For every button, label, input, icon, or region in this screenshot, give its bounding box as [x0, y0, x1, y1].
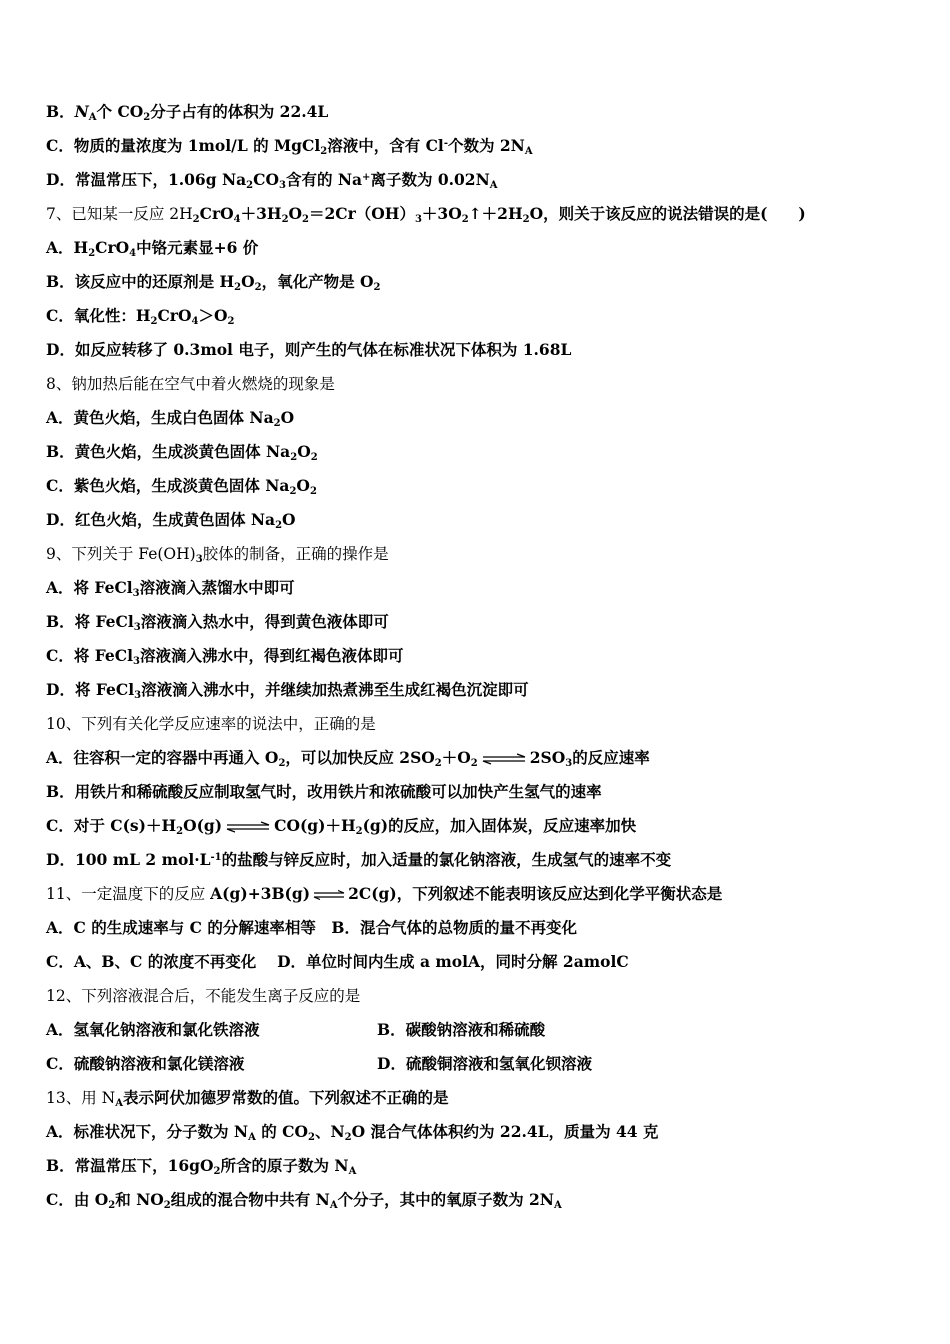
text: CrO: [95, 238, 130, 257]
text: 个分子，其中的氧原子数为 2N: [337, 1190, 554, 1209]
subscript: 2: [355, 826, 363, 837]
option-label: B．: [46, 782, 75, 801]
text: CrO: [157, 306, 192, 325]
option-c-q9: [46, 646, 403, 666]
subscript: 2: [290, 452, 298, 463]
text: 、N: [314, 1122, 345, 1141]
subscript: A: [524, 146, 533, 157]
option-c-q7: [46, 306, 234, 326]
subscript: 2: [289, 486, 297, 497]
text: 氢氧化钠溶液和氯化铁溶液: [73, 1020, 260, 1039]
text: 将 FeCl: [74, 680, 135, 699]
subscript: 2: [278, 758, 286, 769]
text: O 混合气体体积约为 22.4L，质量为 44 克: [351, 1122, 659, 1141]
question-text: 11、一定温度下的反应: [46, 885, 211, 903]
option-b-q7: [46, 272, 380, 292]
text: 和 NO: [115, 1190, 164, 1209]
text: ↑＋2H: [468, 204, 523, 223]
question-7: [46, 204, 806, 224]
text: ，可以加快反应 2SO: [285, 748, 435, 767]
question-8: [46, 374, 335, 394]
text: ＞O: [198, 306, 228, 325]
subscript: 3: [195, 554, 203, 565]
text: 黄色火焰，生成淡黄色固体 Na: [74, 442, 291, 461]
text: 该反应中的还原剂是 H: [74, 272, 235, 291]
option-b-q8: [46, 442, 318, 462]
question-text: 胶体的制备，正确的操作是: [202, 545, 389, 563]
option-label: B．: [46, 1156, 75, 1175]
question-text: 9、下列关于 Fe(OH): [46, 545, 196, 563]
text: 对于 C(s)＋H: [73, 816, 177, 835]
option-a-q13: [46, 1122, 658, 1142]
text: O: [280, 408, 295, 427]
option-a-q10: [46, 748, 650, 768]
subscript: 2: [176, 826, 184, 837]
text: 中铬元素显+6 价: [136, 238, 259, 257]
text: 溶液滴入沸水中，并继续加热煮沸至生成红褐色沉淀即可: [141, 680, 529, 699]
option-label: A．: [46, 748, 74, 767]
subscript: 2: [320, 146, 328, 157]
question-13: [46, 1088, 449, 1108]
text: (g)的反应，加入固体炭，反应速率加快: [362, 816, 637, 835]
subscript: 2: [281, 214, 289, 225]
text: 将 FeCl: [73, 578, 133, 597]
option-label: B．: [46, 612, 75, 631]
option-label: C．: [46, 136, 74, 155]
equilibrium-arrow-icon: [481, 753, 527, 765]
subscript: 3: [132, 656, 140, 667]
text: CrO: [199, 204, 234, 223]
option-label: C．: [46, 1190, 74, 1209]
text: H: [73, 238, 89, 257]
subscript: 2: [192, 214, 200, 225]
subscript: A: [115, 1098, 123, 1109]
subscript: 2: [246, 180, 254, 191]
question-text: 13、用 N: [46, 1089, 116, 1107]
text: 溶液中，含有 Cl: [327, 136, 444, 155]
subscript: 2: [461, 214, 469, 225]
superscript: -: [443, 138, 448, 149]
subscript: A: [348, 1166, 357, 1177]
text: 100 mL 2 mol·L: [74, 850, 211, 869]
text: 常温常压下，16gO: [74, 1156, 214, 1175]
text: CO(g)＋H: [274, 816, 356, 835]
subscript: 2: [309, 486, 317, 497]
subscript: 2: [275, 520, 283, 531]
option-label: C．: [46, 476, 74, 495]
subscript: 4: [129, 248, 137, 259]
text: O: [282, 510, 296, 529]
text: ＋3O: [421, 204, 462, 223]
option-c-q12: [46, 1054, 244, 1074]
option-d-q6: [46, 170, 498, 190]
option-label: D．: [46, 170, 75, 189]
option-label: C．: [46, 306, 74, 325]
text: A、B、C 的浓度不再变化 D．单位时间内生成 a molA，同时分解 2amolC: [73, 952, 629, 971]
text: 所含的原子数为 N: [220, 1156, 349, 1175]
text: 紫色火焰，生成淡黄色固体 Na: [73, 476, 290, 495]
superscript: +: [362, 172, 371, 183]
subscript: 2: [234, 282, 242, 293]
subscript: 2: [373, 282, 381, 293]
text: C 的生成速率与 C 的分解速率相等 B．混合气体的总物质的量不再变化: [73, 918, 577, 937]
subscript: 3: [414, 214, 422, 225]
subscript: A: [329, 1200, 338, 1211]
text: 如反应转移了 0.3mol 电子，则产生的气体在标准状况下体积为 1.68L: [74, 340, 572, 359]
text: O: [241, 272, 255, 291]
text: ，氧化产物是 O: [261, 272, 374, 291]
text: 分子占有的体积为 22.4L: [150, 102, 329, 121]
text: 个数为 2N: [447, 136, 525, 155]
equilibrium-arrow-icon: [225, 821, 271, 833]
option-c-q10: [46, 816, 636, 836]
option-a-q7: [46, 238, 258, 258]
text: 离子数为 0.02N: [370, 170, 490, 189]
subscript: 2: [344, 1132, 352, 1143]
subscript: A: [553, 1200, 562, 1211]
option-label: D．: [46, 850, 75, 869]
option-cd-q11: [46, 952, 629, 972]
text: O(g): [183, 816, 223, 835]
text: 将 FeCl: [74, 612, 134, 631]
option-label: C．: [46, 1054, 74, 1073]
subscript: 2: [227, 316, 235, 327]
subscript: 2: [310, 452, 318, 463]
option-d-q12: D．硫酸铜溶液和氢氧化钡溶液: [377, 1054, 592, 1073]
question-10: [46, 714, 376, 734]
text: 用铁片和稀硫酸反应制取氢气时，改用铁片和浓硫酸可以加快产生氢气的速率: [74, 782, 602, 801]
subscript: A: [489, 180, 498, 191]
text: A(g)+3B(g): [210, 884, 311, 903]
text: 溶液滴入热水中，得到黄色液体即可: [140, 612, 389, 631]
subscript: 3: [134, 690, 142, 701]
subscript: 2: [213, 1166, 221, 1177]
subscript: 2: [143, 112, 151, 123]
subscript: 2: [254, 282, 262, 293]
text: N: [74, 102, 89, 121]
option-b-q12: B．碳酸钠溶液和稀硫酸: [377, 1020, 546, 1039]
option-label: D．: [46, 680, 75, 699]
text: 溶液滴入沸水中，得到红褐色液体即可: [139, 646, 404, 665]
question-text: 12、下列溶液混合后，不能发生离子反应的是: [46, 987, 361, 1005]
text: 2C(g)，下列叙述不能表明该反应达到化学平衡状态是: [348, 884, 723, 903]
text: 含有的 Na: [285, 170, 363, 189]
subscript: 4: [233, 214, 241, 225]
option-b-q10: [46, 782, 602, 802]
option-label: D．: [46, 510, 75, 529]
text: 组成的混合物中共有 N: [170, 1190, 330, 1209]
option-b-q9: [46, 612, 389, 632]
option-label: A．: [46, 1020, 74, 1039]
text: 的反应速率: [572, 748, 650, 767]
equilibrium-arrow-icon: [312, 890, 346, 900]
option-label: B．: [46, 272, 75, 291]
text: ＋O: [441, 748, 471, 767]
subscript: 2: [88, 248, 96, 259]
superscript: -1: [210, 852, 222, 863]
text: 个 CO: [96, 102, 144, 121]
question-text: 7、已知某一反应 2H: [46, 205, 193, 223]
option-label: B．: [46, 102, 75, 121]
subscript: 2: [308, 1132, 315, 1143]
option-d-q10: [46, 850, 671, 870]
text: 将 FeCl: [73, 646, 133, 665]
subscript: 2: [273, 418, 281, 429]
subscript: 2: [108, 1200, 116, 1211]
question-11: [46, 884, 722, 904]
subscript: 2: [470, 758, 478, 769]
subscript: 3: [278, 180, 286, 191]
option-label: A．: [46, 238, 74, 257]
text: 黄色火焰，生成白色固体 Na: [73, 408, 274, 427]
option-ab-q11: [46, 918, 577, 938]
question-text: 8、钠加热后能在空气中着火燃烧的现象是: [46, 375, 335, 393]
option-b-q13: [46, 1156, 356, 1176]
subscript: A: [88, 112, 97, 123]
subscript: A: [248, 1132, 256, 1143]
option-label: C．: [46, 816, 74, 835]
text: 硫酸钠溶液和氯化镁溶液: [73, 1054, 245, 1073]
option-label: A．: [46, 1122, 74, 1141]
text: 红色火焰，生成黄色固体 Na: [74, 510, 276, 529]
option-label: A．: [46, 918, 74, 937]
option-b-q6: [46, 102, 328, 122]
option-label: C．: [46, 952, 74, 971]
text: 表示阿伏加德罗常数的值。下列叙述不正确的是: [122, 1088, 449, 1107]
option-a-q8: [46, 408, 294, 428]
text: 由 O: [73, 1190, 109, 1209]
option-label: A．: [46, 408, 74, 427]
subscript: 2: [302, 214, 310, 225]
option-d-q8: [46, 510, 296, 530]
option-label: A．: [46, 578, 74, 597]
subscript: 3: [132, 588, 140, 599]
option-label: C．: [46, 646, 74, 665]
text: 的盐酸与锌反应时，加入适量的氯化钠溶液，生成氢气的速率不变: [221, 850, 672, 869]
question-text: 10、下列有关化学反应速率的说法中，正确的是: [46, 715, 376, 733]
subscript: 3: [565, 758, 573, 769]
subscript: 4: [191, 316, 199, 327]
question-9: [46, 544, 389, 564]
question-12: [46, 986, 360, 1006]
text: 的 CO: [255, 1122, 309, 1141]
text: O: [288, 204, 303, 223]
option-a-q9: [46, 578, 295, 598]
text: O: [297, 442, 311, 461]
text: O: [296, 476, 310, 495]
text: 常温常压下，1.06g Na: [74, 170, 247, 189]
text: 标准状况下，分子数为 N: [73, 1122, 249, 1141]
option-d-q9: [46, 680, 529, 700]
option-label: D．: [46, 340, 75, 359]
text: 物质的量浓度为 1mol/L 的 MgCl: [73, 136, 321, 155]
text: 往容积一定的容器中再通入 O: [73, 748, 279, 767]
text: CO: [253, 170, 279, 189]
option-a-q12: [46, 1020, 260, 1040]
option-c-q8: [46, 476, 317, 496]
text: O，则关于该反应的说法错误的是( ): [529, 204, 806, 223]
text: 2SO: [529, 748, 566, 767]
option-d-q7: [46, 340, 571, 360]
text: 溶液滴入蒸馏水中即可: [139, 578, 295, 597]
option-label: B．: [46, 442, 75, 461]
subscript: 2: [434, 758, 442, 769]
option-c-q13: [46, 1190, 562, 1210]
subscript: 2: [163, 1200, 171, 1211]
option-c-q6: [46, 136, 533, 156]
text: ＝2Cr（OH）: [309, 204, 415, 223]
text: ＋3H: [240, 204, 282, 223]
subscript: 2: [150, 316, 158, 327]
subscript: 2: [522, 214, 530, 225]
text: 氧化性：H: [73, 306, 151, 325]
subscript: 3: [133, 622, 141, 633]
